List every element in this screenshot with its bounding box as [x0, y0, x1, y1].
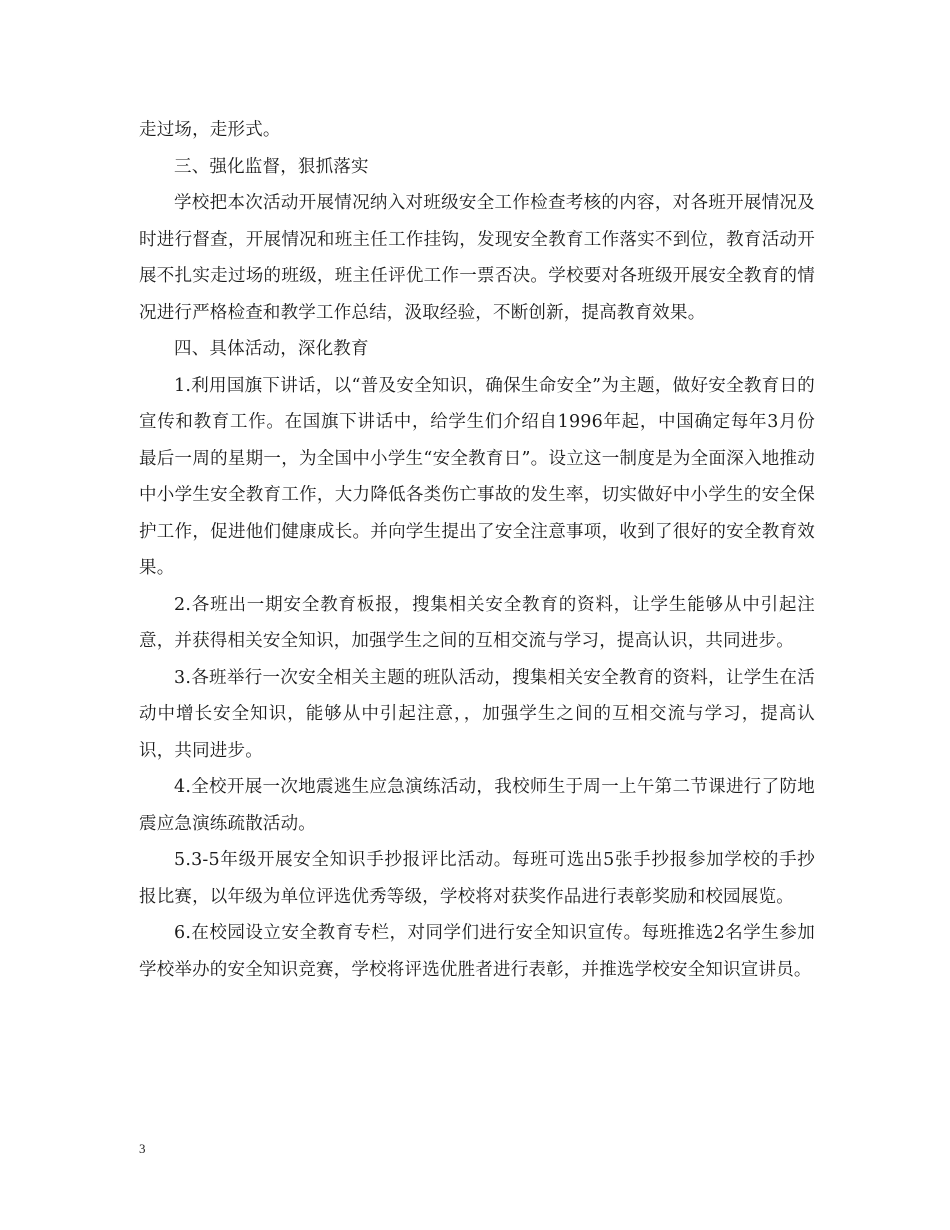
- activity-item-6: 6.在校园设立安全教育专栏，对同学们进行安全知识宣传。每班推选2名学生参加学校举办的安全知识竞赛，学校将评选优胜者进行表彰，并推选学校安全知识宣讲员。: [139, 923, 815, 980]
- document-body: [139, 112, 815, 988]
- activity-item-3: 3.各班举行一次安全相关主题的班队活动，搜集相关安全教育的资料，让学生在活动中增长安全知识，能够从中引起注意，，加强学生之间的互相交流与学习，提高认识，共同进步。: [139, 667, 815, 761]
- paragraph-continuation: 走过场，走形式。: [139, 120, 281, 140]
- activity-item-1: 1.利用国旗下讲话，以“普及安全知识，确保生命安全”为主题，做好安全教育日的宣传和教育工作。在国旗下讲话中，给学生们介绍自1996年起，中国确定每年3月份最后一周的星期一，为全国中小学生“安全教育日”。设立这一制度是为全面深入地推动中小学生安全教育工作，大力降低各类伤亡事故的发生率，切实做好中小学生的安全保护工作，促进他们健康成长。并向学生提出了安全注意事项，收到了很好的安全教育效果。: [139, 375, 815, 578]
- section-heading-supervision: 三、强化监督，狠抓落实: [174, 156, 369, 177]
- activity-item-5: 5.3-5年级开展安全知识手抄报评比活动。每班可选出5张手抄报参加学校的手抄报比赛，以年级为单位评选优秀等级，学校将对获奖作品进行表彰奖励和校园展览。: [139, 850, 815, 907]
- activity-item-4: 4.全校开展一次地震逃生应急演练活动，我校师生于周一上午第二节课进行了防地震应急演练疏散活动。: [139, 777, 815, 834]
- page-number: 3: [139, 1141, 146, 1156]
- paragraph-supervision: 学校把本次活动开展情况纳入对班级安全工作检查考核的内容，对各班开展情况及时进行督查，开展情况和班主任工作挂钩，发现安全教育工作落实不到位，教育活动开展不扎实走过场的班级，班主任评优工作一票否决。学校要对各班级开展安全教育的情况进行严格检查和教学工作总结，汲取经验，不断创新，提高教育效果。: [139, 193, 815, 323]
- activity-item-2: 2.各班出一期安全教育板报，搜集相关安全教育的资料，让学生能够从中引起注意，并获得相关安全知识，加强学生之间的互相交流与学习，提高认识，共同进步。: [139, 594, 815, 651]
- section-heading-activities: 四、具体活动，深化教育: [174, 339, 369, 359]
